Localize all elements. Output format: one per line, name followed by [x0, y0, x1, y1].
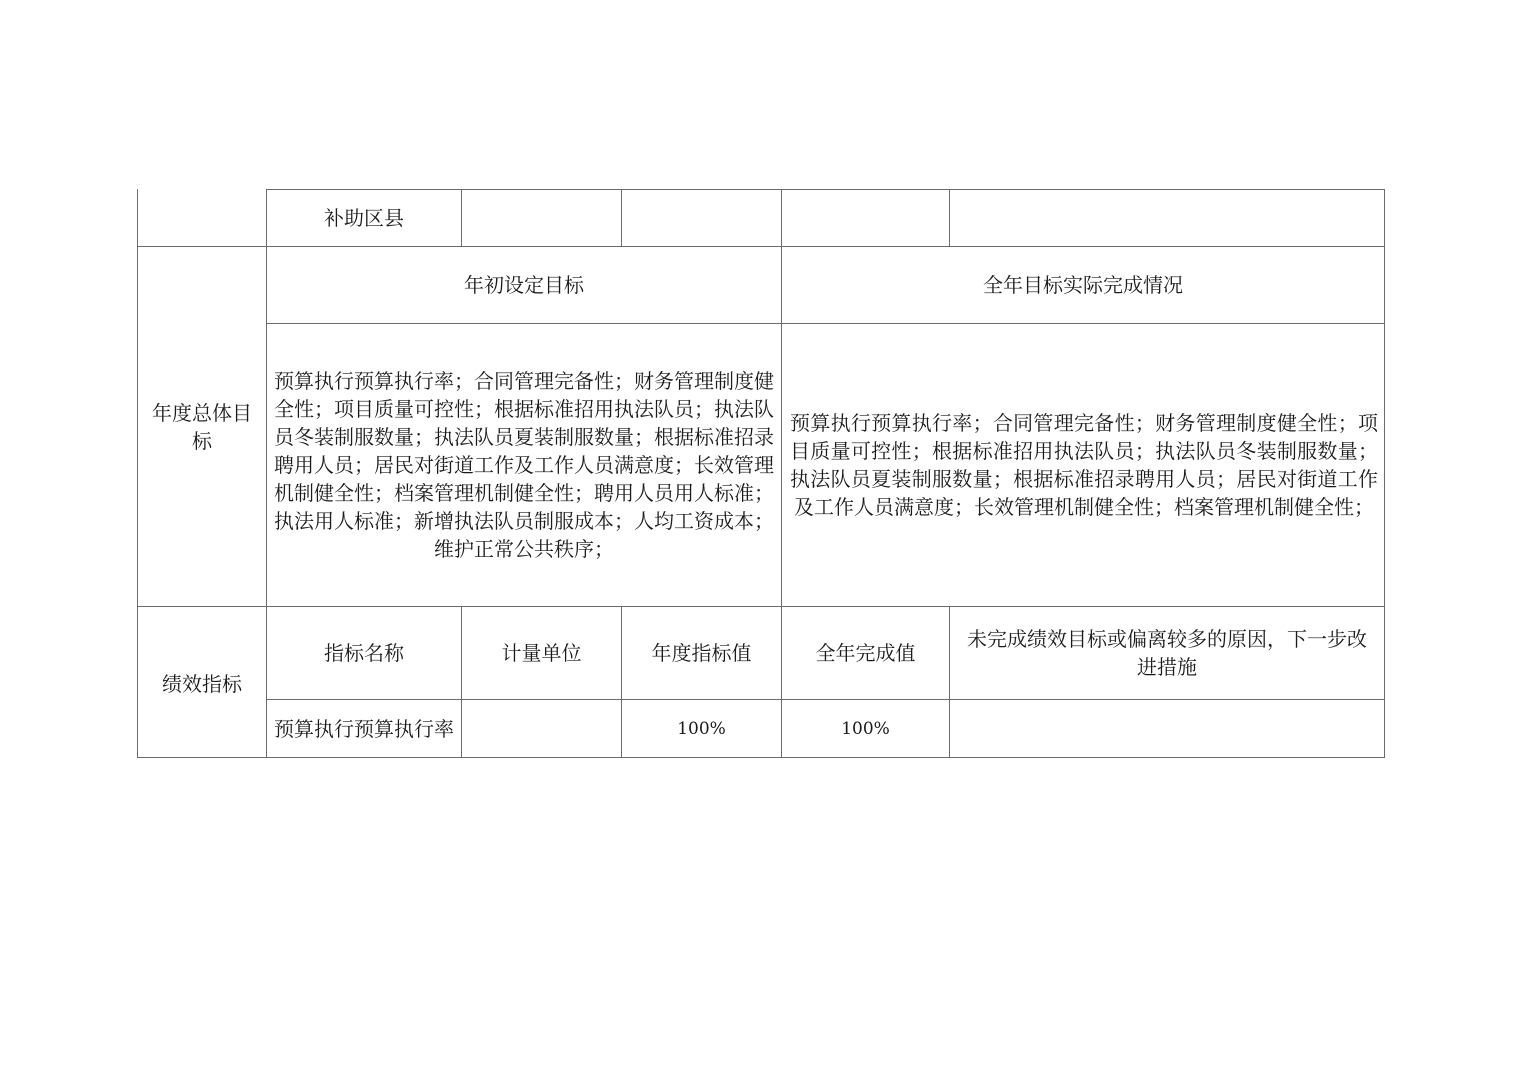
indicator-name-text: 预算执行预算执行率	[274, 716, 454, 741]
initial-goal-content	[274, 324, 774, 606]
table-row-actual-value	[782, 700, 949, 757]
actual-goal-text: 预算执行预算执行率；合同管理完备性；财务管理制度健全性；项目质量可控性；根据标准招用执法队员；执法队员冬装制服数量；执法队员夏装制服数量；根据标准招录聘用人员；居民对街道工作及工作人员满意度；长效管理机制健全性；档案管理机制健全性；	[790, 411, 1378, 519]
table-border-line	[137, 757, 1385, 758]
header-actual-value	[782, 607, 949, 699]
header-annual-value-text: 年度指标值	[651, 641, 752, 665]
header-annual-value	[622, 607, 781, 699]
actual-value-text: 100%	[841, 718, 890, 739]
header-reason-text: 未完成绩效目标或偏离较多的原因，下一步改进措施	[967, 627, 1367, 679]
annual-goal-row-label	[150, 247, 254, 606]
table-border-line	[461, 189, 462, 247]
actual-goal-content	[790, 324, 1378, 606]
annual-goal-label-text: 年度总体目标	[152, 400, 252, 453]
performance-label-text: 绩效指标	[162, 672, 242, 696]
table-border-line	[621, 189, 622, 247]
annual-value-text: 100%	[677, 718, 726, 739]
header-actual-value-text: 全年完成值	[815, 641, 916, 665]
subsidy-row-label	[267, 190, 461, 246]
header-indicator-name	[267, 607, 461, 699]
performance-row-label	[138, 654, 266, 714]
header-unit	[462, 607, 621, 699]
table-border-line	[949, 189, 950, 247]
header-reason	[958, 607, 1376, 699]
table-border-line	[1384, 189, 1385, 758]
initial-goal-header	[267, 247, 781, 323]
header-unit-text: 计量单位	[501, 641, 582, 665]
table-row-indicator-name	[272, 700, 456, 757]
table-row-reason	[950, 700, 1384, 757]
table-row-annual-value	[622, 700, 781, 757]
actual-goal-header-text: 全年目标实际完成情况	[983, 273, 1183, 297]
initial-goal-text: 预算执行预算执行率；合同管理完备性；财务管理制度健全性；项目质量可控性；根据标准招用执法队员；执法队员冬装制服数量；执法队员夏装制服数量；根据标准招录聘用人员；居民对街道工作及工作人员满意度；长效管理机制健全性；档案管理机制健全性；聘用人员用人标准；执法用人标准；新增执法队员制服成本；人均工资成本；维护正常公共秩序；	[274, 369, 774, 561]
actual-goal-header	[782, 247, 1384, 323]
subsidy-label-text: 补助区县	[324, 206, 404, 230]
table-row-unit	[462, 700, 621, 757]
header-indicator-name-text: 指标名称	[324, 641, 404, 665]
initial-goal-header-text: 年初设定目标	[464, 273, 584, 297]
